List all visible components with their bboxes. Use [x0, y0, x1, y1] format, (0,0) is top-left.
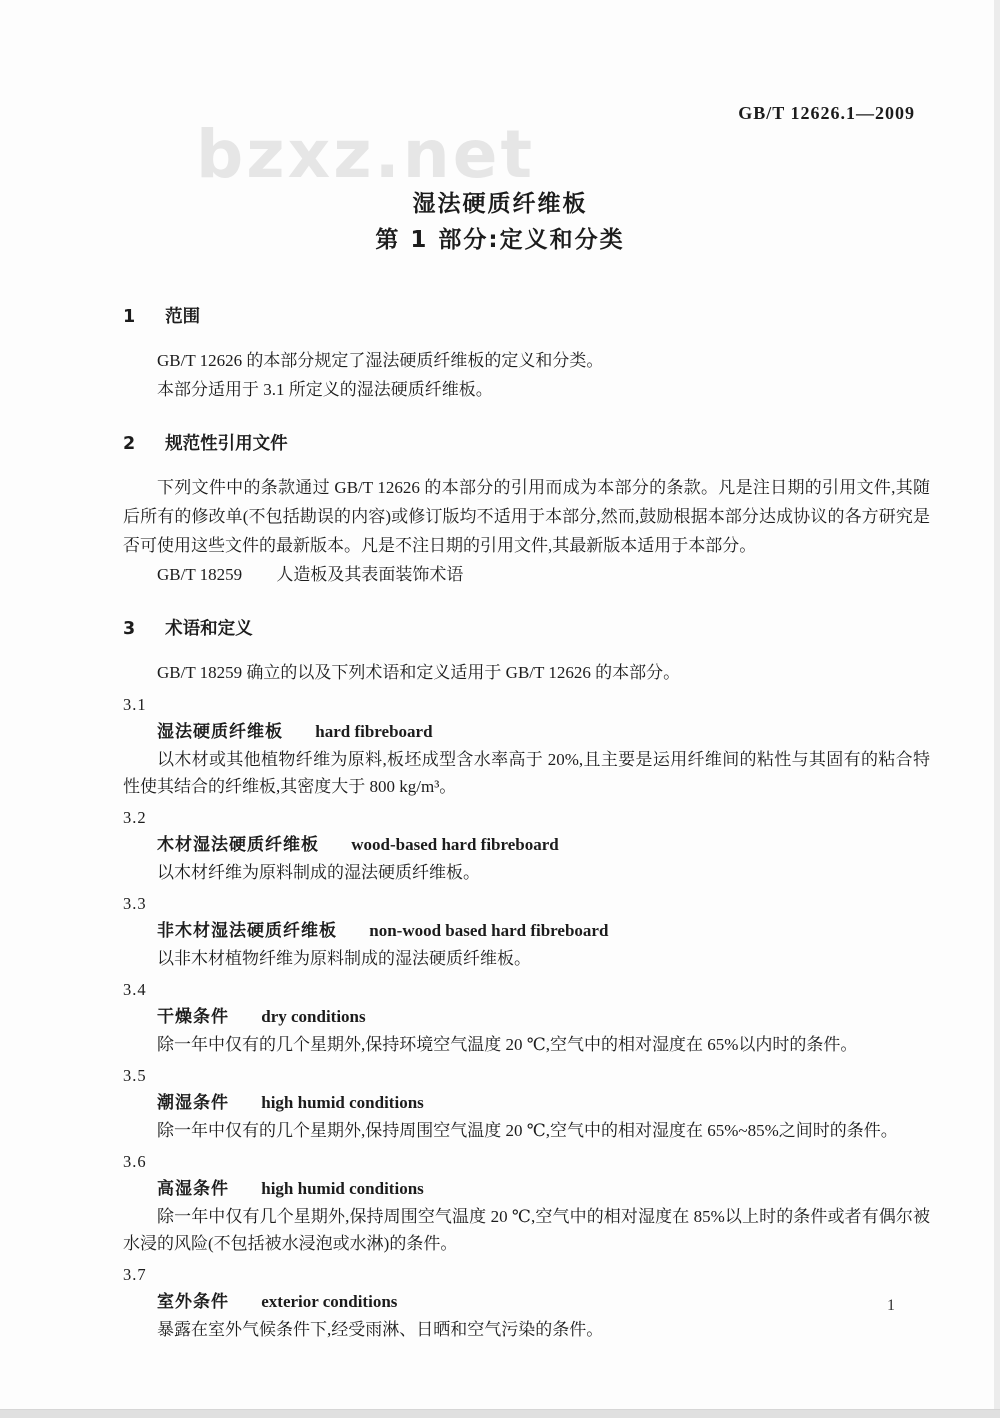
clause-number: 3.5 [123, 1066, 147, 1085]
clause-number: 3.7 [123, 1265, 147, 1284]
term-english: exterior conditions [261, 1292, 398, 1311]
term-english: wood-based hard fibreboard [351, 835, 559, 854]
term-line [123, 831, 930, 859]
scan-edge-bottom [0, 1409, 1000, 1418]
term-english: high humid conditions [261, 1093, 424, 1112]
term-line [123, 1175, 930, 1203]
section-3-intro: GB/T 18259 确立的以及下列术语和定义适用于 GB/T 12626 的本部分。 [157, 663, 681, 682]
term-definition: 除一年中仅有的几个星期外,保持环境空气温度 20 ℃,空气中的相对湿度在 65%以内时的条件。 [157, 1035, 858, 1054]
section-1-heading [123, 304, 930, 330]
section-1-paragraph-2: 本部分适用于 3.1 所定义的湿法硬质纤维板。 [157, 380, 493, 399]
term-chinese: 非木材湿法硬质纤维板 [157, 921, 337, 941]
term-chinese: 木材湿法硬质纤维板 [157, 835, 319, 855]
term-line [123, 917, 930, 945]
section-1-title: 范围 [165, 307, 201, 327]
term-definition: 暴露在室外气候条件下,经受雨淋、日晒和空气污染的条件。 [157, 1320, 604, 1339]
section-1-paragraph-1: GB/T 12626 的本部分规定了湿法硬质纤维板的定义和分类。 [157, 351, 604, 370]
term-chinese: 湿法硬质纤维板 [157, 722, 283, 742]
title-line-1: 湿法硬质纤维板 [412, 191, 588, 217]
term-english: high humid conditions [261, 1179, 424, 1198]
section-2-paragraph-1: 下列文件中的条款通过 GB/T 12626 的本部分的引用而成为本部分的条款。凡是注日期的引用文件,其随后所有的修改单(不包括勘误的内容)或修订版均不适用于本部分,然而,鼓励根据本部分达成协议的各方研究是否可使用这些文件的最新版本。凡是不注日期的引用文件,其最新版本适用于本部分。 [123, 478, 930, 555]
term-line [123, 718, 930, 746]
normative-reference [123, 560, 930, 589]
term-line [123, 1288, 930, 1316]
clause-number: 3.6 [123, 1152, 147, 1171]
term-chinese: 室外条件 [157, 1292, 229, 1312]
term-definition: 以非木材植物纤维为原料制成的湿法硬质纤维板。 [157, 949, 531, 968]
term-english: hard fibreboard [315, 722, 433, 741]
clause-number: 3.4 [123, 980, 147, 999]
page-number: 1 [887, 1297, 895, 1314]
term-definition: 除一年中仅有几个星期外,保持周围空气温度 20 ℃,空气中的相对湿度在 85%以上时的条件或者有偶尔被水浸的风险(不包括被水浸泡或水淋)的条件。 [123, 1207, 930, 1253]
standard-code-header: GB/T 12626.1—2009 [738, 103, 915, 123]
document-title [0, 186, 1000, 258]
section-3-title: 术语和定义 [165, 619, 253, 639]
term-line [123, 1089, 930, 1117]
term-chinese: 高湿条件 [157, 1179, 229, 1199]
clause-number: 3.3 [123, 894, 147, 913]
term-definition: 以木材纤维为原料制成的湿法硬质纤维板。 [157, 863, 480, 882]
term-line [123, 1003, 930, 1031]
reference-code: GB/T 18259 [157, 565, 243, 584]
term-definition: 以木材或其他植物纤维为原料,板坯成型含水率高于 20%,且主要是运用纤维间的粘性与其固有的粘合特性使其结合的纤维板,其密度大于 800 kg/m³。 [123, 750, 930, 796]
term-chinese: 干燥条件 [157, 1007, 229, 1027]
reference-title: 人造板及其表面装饰术语 [276, 565, 464, 584]
section-1-number: 1 [123, 307, 136, 327]
section-3-number: 3 [123, 619, 136, 639]
term-chinese: 潮湿条件 [157, 1093, 229, 1113]
section-3-heading [123, 616, 930, 642]
section-2-number: 2 [123, 434, 136, 454]
term-english: dry conditions [261, 1007, 366, 1026]
clause-number: 3.1 [123, 695, 147, 714]
clause-number: 3.2 [123, 808, 147, 827]
watermark: bzxz.net [196, 116, 536, 193]
term-definition: 除一年中仅有的几个星期外,保持周围空气温度 20 ℃,空气中的相对湿度在 65%~85%之间时的条件。 [157, 1121, 898, 1140]
title-line-2: 第 1 部分:定义和分类 [375, 227, 625, 253]
section-2-title: 规范性引用文件 [165, 434, 288, 454]
document-body [0, 304, 1000, 1343]
term-english: non-wood based hard fibreboard [369, 921, 609, 940]
section-2-heading [123, 431, 930, 457]
